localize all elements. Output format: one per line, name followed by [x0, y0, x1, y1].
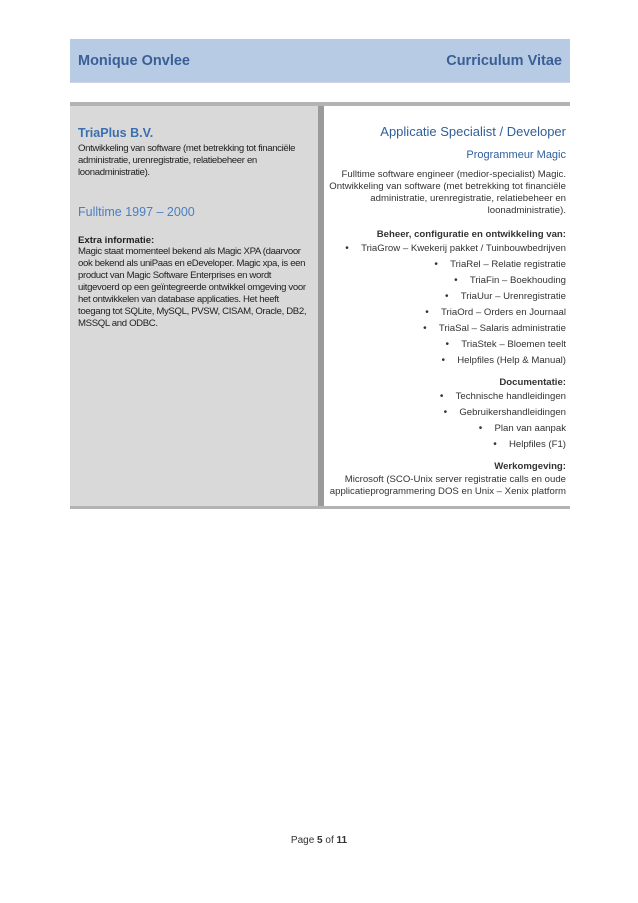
- list-item: • TriaFin – Boekhouding: [324, 274, 566, 287]
- list-item: • TriaUur – Urenregistratie: [324, 290, 566, 303]
- responsibilities-title: Beheer, configuratie en ontwikkeling van:: [376, 229, 566, 240]
- document-title: Curriculum Vitae: [446, 52, 562, 69]
- section-bottom-border: [70, 506, 570, 509]
- work-environment-text: Microsoft (SCO-Unix server registratie calls en oude applicatieprogrammering DOS en Unix – Xenix platform: [329, 474, 566, 497]
- bullet-icon: •: [493, 439, 497, 450]
- list-item: • Plan van aanpak: [324, 422, 566, 435]
- experience-section: [70, 102, 570, 510]
- extra-info-text: Magic staat momenteel bekend als Magic XPA (daarvoor ook bekend als uniPaas en eDeveloper. Magic xpa, is een product van Magic Software Enterprises en wordt uitgevoerd op een geïntegreerde ontwikkel omgeving voor het ontwikkelen van database applicaties. Het heeft toegang tot SQLite, MySQL, PVSW, CISAM, Oracle, DB2, MSSQL and ODBC.: [78, 246, 307, 329]
- header-bar: [70, 39, 570, 82]
- list-item: • Helpfiles (Help & Manual): [324, 354, 566, 367]
- page-total: 11: [336, 835, 348, 846]
- documentation-list: [324, 390, 566, 451]
- list-item: • Technische handleidingen: [324, 390, 566, 403]
- bullet-icon: •: [345, 243, 349, 254]
- list-item: • TriaRel – Relatie registratie: [324, 258, 566, 271]
- job-summary: Fulltime software engineer (medior-specialist) Magic. Ontwikkeling van software (met betrekking tot financiële administratie, urenregistratie, relatiebeheer en loonadministratie).: [329, 169, 566, 216]
- bullet-icon: •: [441, 355, 445, 366]
- bullet-icon: •: [478, 423, 483, 434]
- extra-info-title: Extra informatie:: [78, 235, 155, 246]
- bullet-icon: •: [445, 291, 449, 302]
- bullet-icon: •: [454, 275, 458, 286]
- responsibilities-list: [324, 242, 566, 367]
- job-subtitle: Programmeur Magic: [466, 149, 566, 161]
- list-item: • TriaStek – Bloemen teelt: [324, 338, 566, 351]
- page-footer: [0, 835, 638, 846]
- page-label: Page: [290, 835, 315, 846]
- bullet-icon: •: [425, 307, 429, 318]
- page-number: 5: [317, 835, 323, 846]
- bullet-icon: •: [445, 339, 450, 350]
- bullet-icon: •: [434, 259, 438, 270]
- list-item: • Gebruikershandleidingen: [324, 406, 566, 419]
- author-name: Monique Onvlee: [78, 52, 190, 69]
- role-column: [324, 106, 570, 506]
- work-environment-title: Werkomgeving:: [494, 461, 566, 472]
- list-item: • Helpfiles (F1): [324, 438, 566, 451]
- documentation-title: Documentatie:: [499, 377, 566, 388]
- list-item: • TriaSal – Salaris administratie: [324, 322, 566, 335]
- job-title: Applicatie Specialist / Developer: [380, 124, 566, 139]
- employment-period: Fulltime 1997 – 2000: [78, 205, 195, 219]
- list-item: • TriaGrow – Kwekerij pakket / Tuinbouwbedrijven: [324, 242, 566, 255]
- employer-column: [70, 106, 318, 506]
- bullet-icon: •: [423, 323, 427, 334]
- company-description: Ontwikkeling van software (met betrekking tot financiële administratie, urenregistratie, relatiebeheer en loonadministratie).: [78, 143, 296, 178]
- list-item: • TriaOrd – Orders en Journaal: [324, 306, 566, 319]
- bullet-icon: •: [443, 407, 448, 418]
- company-name: TriaPlus B.V.: [78, 126, 154, 140]
- of-label: of: [325, 835, 334, 846]
- header-rule: [70, 82, 570, 83]
- bullet-icon: •: [439, 391, 444, 402]
